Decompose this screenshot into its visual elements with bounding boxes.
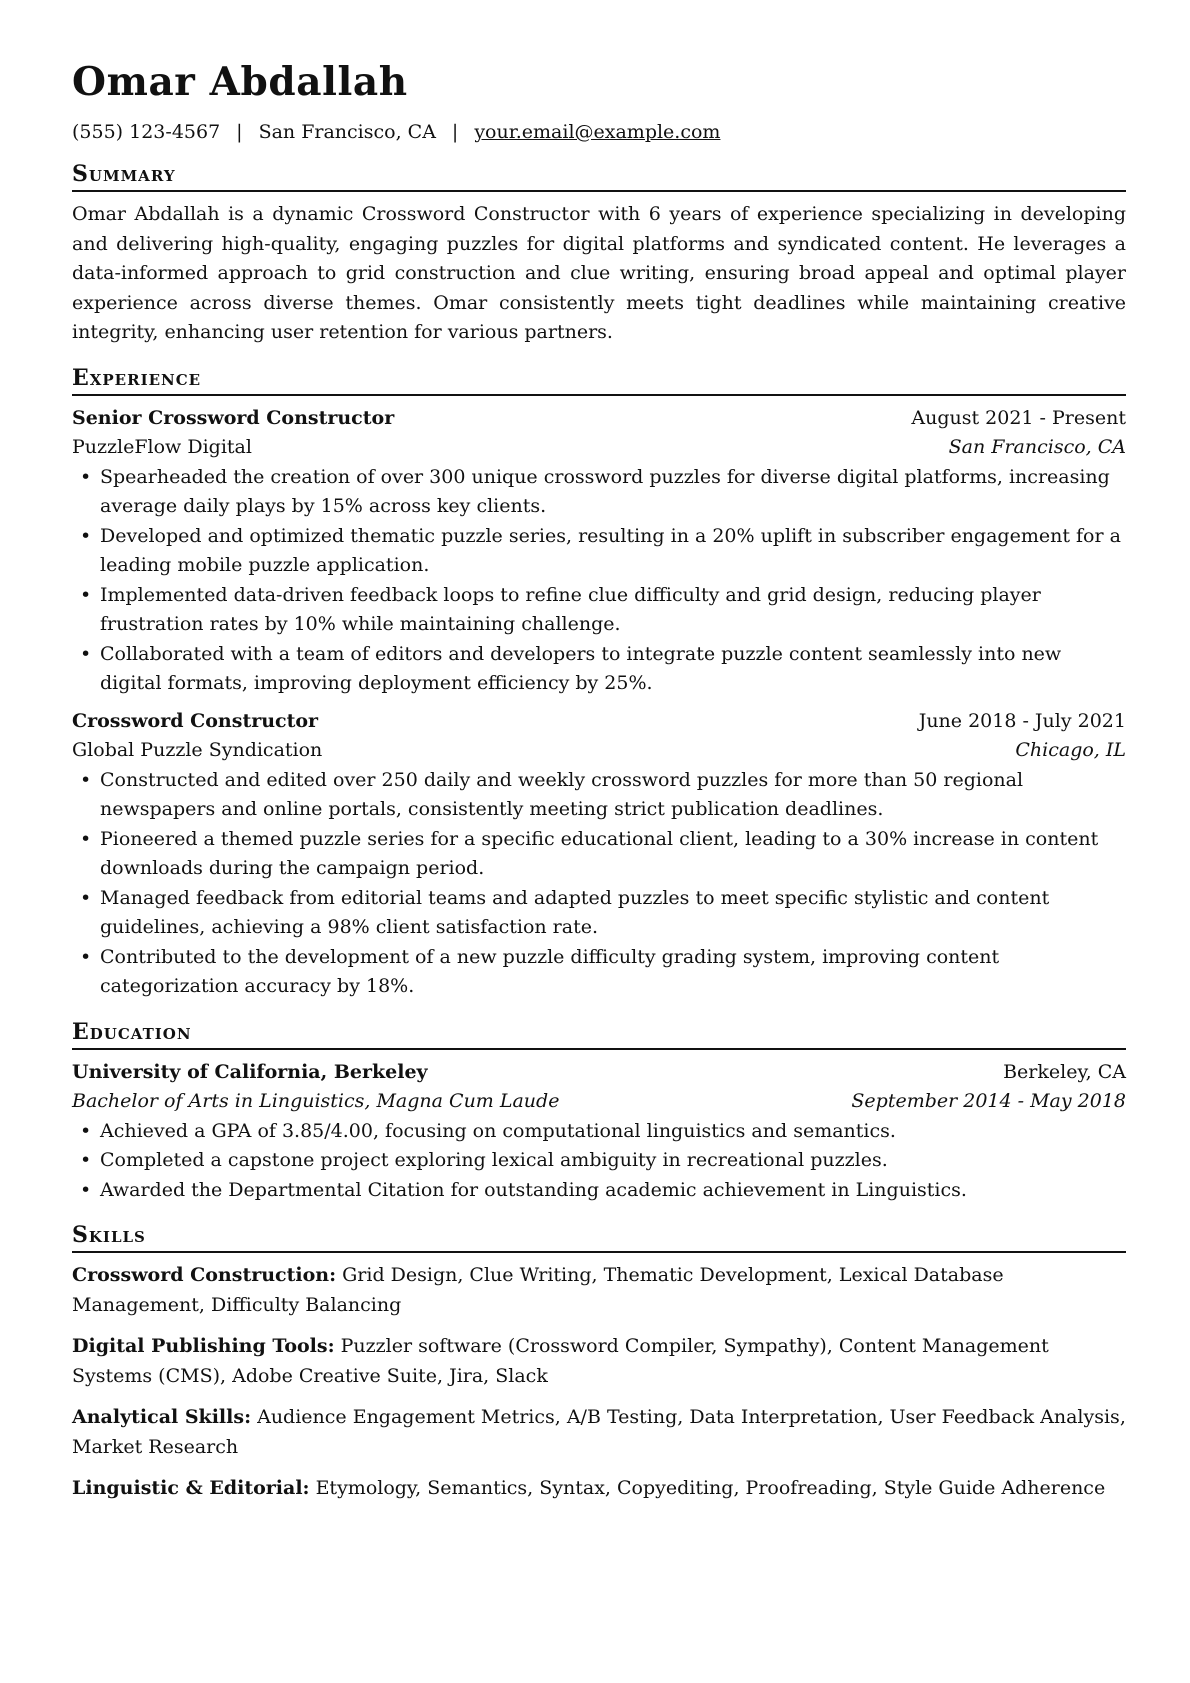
list-item: • Completed a capstone project exploring lexical ambiguity in recreational puzzles. — [72, 1146, 1126, 1176]
skill-group — [72, 1474, 1126, 1504]
job-title: Crossword Constructor — [72, 709, 319, 732]
job-dates: August 2021 - Present — [911, 406, 1126, 429]
section-title-skills: Skills — [72, 1221, 1126, 1253]
section-title-experience: Experience — [72, 364, 1126, 396]
education-dates: September 2014 - May 2018 — [851, 1090, 1126, 1112]
education-section — [72, 1018, 1126, 1206]
company-name: PuzzleFlow Digital — [72, 436, 252, 458]
skill-group — [72, 1332, 1126, 1391]
experience-entry — [72, 404, 1126, 699]
phone-number: (555) 123-4567 — [72, 121, 221, 143]
list-item: • Spearheaded the creation of over 300 unique crossword puzzles for diverse digital platforms, increasing average daily plays by 15% across key clients. — [72, 463, 1126, 522]
skill-group — [72, 1403, 1126, 1462]
job-location: San Francisco, CA — [948, 436, 1126, 458]
job-subheader — [72, 433, 1126, 463]
job-header — [72, 707, 1126, 737]
list-item: • Developed and optimized thematic puzzle series, resulting in a 20% uplift in subscriber engagement for a leading mobile puzzle application. — [72, 522, 1126, 581]
list-item: • Collaborated with a team of editors and developers to integrate puzzle content seamlessly into new digital formats, improving deployment efficiency by 25%. — [72, 640, 1126, 699]
skill-items: Puzzler software (Crossword Compiler, Sympathy), Content Management Systems (CMS), Adobe Creative Suite, Jira, Slack — [72, 1335, 1049, 1387]
list-item: • Awarded the Departmental Citation for outstanding academic achievement in Linguistics. — [72, 1176, 1126, 1206]
job-bullets — [72, 766, 1126, 1002]
email-link[interactable]: your.email@example.com — [474, 121, 721, 143]
section-title-summary: Summary — [72, 160, 1126, 192]
job-location: Chicago, IL — [1015, 739, 1126, 761]
job-bullets — [72, 463, 1126, 699]
skill-label: Crossword Construction: — [72, 1264, 337, 1286]
skill-label: Digital Publishing Tools: — [72, 1335, 335, 1357]
job-header — [72, 404, 1126, 434]
section-title-education: Education — [72, 1018, 1126, 1050]
summary-text: Omar Abdallah is a dynamic Crossword Constructor with 6 years of experience specializing in developing and delivering high-quality, engaging puzzles for digital platforms and syndicated content. He leverages a data-informed approach to grid construction and clue writing, ensuring broad appeal and optimal player experience across diverse themes. Omar consistently meets tight deadlines while maintaining creative integrity, enhancing user retention for various partners. — [72, 203, 1126, 343]
degree: Bachelor of Arts in Linguistics, Magna Cum Laude — [72, 1090, 560, 1112]
education-subheader — [72, 1087, 1126, 1117]
contact-separator: | — [236, 121, 243, 143]
list-item: • Achieved a GPA of 3.85/4.00, focusing on computational linguistics and semantics. — [72, 1117, 1126, 1147]
list-item: • Constructed and edited over 250 daily and weekly crossword puzzles for more than 50 regional newspapers and online portals, consistently meeting strict publication deadlines. — [72, 766, 1126, 825]
contact-line — [72, 120, 1126, 144]
resume-page — [72, 56, 1126, 1516]
summary-section — [72, 160, 1126, 348]
education-bullets — [72, 1117, 1126, 1206]
job-dates: June 2018 - July 2021 — [918, 709, 1126, 732]
list-item: • Contributed to the development of a new puzzle difficulty grading system, improving content categorization accuracy by 18%. — [72, 943, 1126, 1002]
list-item: • Managed feedback from editorial teams and adapted puzzles to meet specific stylistic and content guidelines, achieving a 98% client satisfaction rate. — [72, 884, 1126, 943]
skill-items: Audience Engagement Metrics, A/B Testing, Data Interpretation, User Feedback Analysis, Market Research — [72, 1406, 1126, 1458]
company-name: Global Puzzle Syndication — [72, 739, 323, 761]
candidate-name: Omar Abdallah — [72, 59, 408, 105]
experience-section — [72, 364, 1126, 1002]
list-item: • Pioneered a themed puzzle series for a specific educational client, leading to a 30% increase in content downloads during the campaign period. — [72, 825, 1126, 884]
job-subheader — [72, 736, 1126, 766]
skill-group — [72, 1261, 1126, 1320]
skills-section — [72, 1221, 1126, 1504]
skill-items: Etymology, Semantics, Syntax, Copyediting, Proofreading, Style Guide Adherence — [315, 1477, 1106, 1499]
skill-items: Grid Design, Clue Writing, Thematic Development, Lexical Database Management, Difficulty Balancing — [72, 1264, 1004, 1316]
contact-separator: | — [451, 121, 459, 143]
list-item: • Implemented data-driven feedback loops to refine clue difficulty and grid design, reducing player frustration rates by 10% while maintaining challenge. — [72, 581, 1126, 640]
education-header — [72, 1058, 1126, 1088]
job-title: Senior Crossword Constructor — [72, 406, 395, 429]
skill-label: Analytical Skills: — [72, 1406, 252, 1428]
experience-entry — [72, 707, 1126, 1002]
school-name: University of California, Berkeley — [72, 1060, 428, 1083]
location: San Francisco, CA — [258, 121, 436, 143]
skill-label: Linguistic & Editorial: — [72, 1477, 310, 1499]
school-location: Berkeley, CA — [1003, 1060, 1126, 1083]
